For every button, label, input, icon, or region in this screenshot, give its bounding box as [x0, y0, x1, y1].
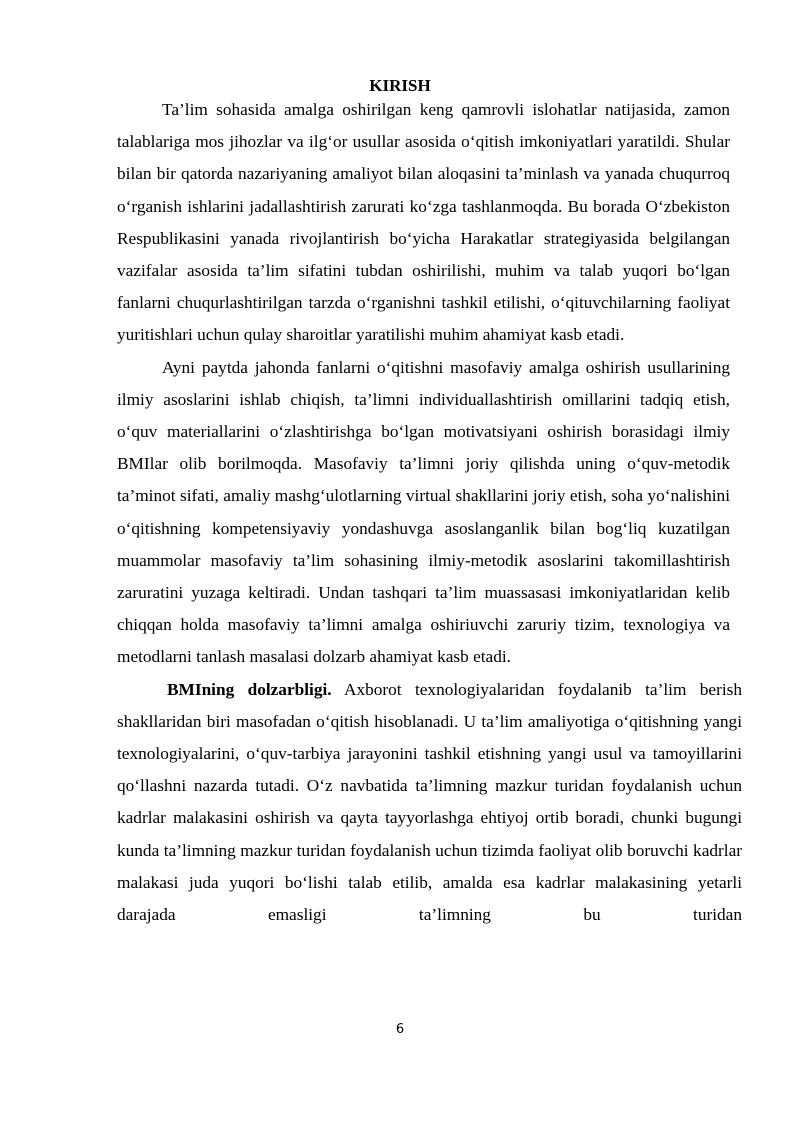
paragraph-3-lead: BMIning dolzarbligi.: [167, 679, 332, 699]
paragraph-2-text: Ayni paytda jahonda fanlarni o‘qitishni masofaviy amalga oshirish usullarining ilmiy asoslarini ishlab chiqish, ta’limni individuallashtirish omillarini tadqiq etish, o‘quv materiallarini o‘zlashtirishga bo‘lgan motivatsiyani oshirish borasidagi ilmiy BMIlar olib borilmoqda. Masofaviy ta’limni joriy qilishda uning o‘quv-metodik ta’minot sifati, amaliy mashg‘ulotlarning virtual shakllarini joriy etish, soha yo‘nalishini o‘qitishning kompetensiyaviy yondashuvga asoslanganlik bilan bog‘liq kuzatilgan muammolar masofaviy ta’lim sohasining ilmiy-metodik asoslarini takomillashtirish zaruratini yuzaga keltiradi. Undan tashqari ta’lim muassasasi imkoniyatlaridan kelib chiqqan holda masofaviy ta’limni amalga oshiriuvchi zaruriy tizim, texnologiya va metodlarni tanlash masalasi dolzarb ahamiyat kasb etadi.: [117, 357, 730, 667]
section-title: KIRISH: [369, 76, 431, 95]
paragraph-2: [117, 352, 730, 674]
paragraph-3-text: Axborot texnologiyalaridan foydalanib ta’lim berish shakllaridan biri masofadan o‘qitish hisoblanadi. U ta’lim amaliyotiga o‘qitishning yangi texnologiyalarini, o‘quv-tarbiya jarayonini tashkil etishning yangi usul va tamoyillarini qo‘llashni nazarda tutadi. O‘z navbatida ta’limning mazkur turidan foydalanish uchun kadrlar malakasini oshirish va qayta tayyorlashga ehtiyoj ortib boradi, chunki bugungi kunda ta’limning mazkur turidan foydalanish uchun tizimda faoliyat olib boruvchi kadrlar malakasi juda yuqori bo‘lishi talab etilib, amalda esa kadrlar malakasining yetarli darajada emasligi ta’limning bu turidan: [117, 679, 742, 925]
page-number: 6: [395, 1022, 405, 1037]
paragraph-3: [117, 674, 742, 932]
body-text: [117, 94, 742, 931]
paragraph-1: [117, 94, 730, 352]
paragraph-1-text: Ta’lim sohasida amalga oshirilgan keng qamrovli islohatlar natijasida, zamon talablariga mos jihozlar va ilg‘or usullar asosida o‘qitish imkoniyatlari yaratildi. Shular bilan bir qatorda nazariyaning amaliyot bilan aloqasini ta’minlash va yanada chuqurroq o‘rganish ishlarini jadallashtirish zarurati ko‘zga tashlanmoqda. Bu borada O‘zbekiston Respublikasini yanada rivojlantirish bo‘yicha Harakatlar strategiyasida belgilangan vazifalar asosida ta’lim sifatini tubdan oshirilishi, muhim va talab yuqori bo‘lgan fanlarni chuqurlashtirilgan tarzda o‘rganishni tashkil etilishi, o‘qituvchilarning faoliyat yuritishlari uchun qulay sharoitlar yaratilishi muhim ahamiyat kasb etadi.: [117, 100, 730, 345]
